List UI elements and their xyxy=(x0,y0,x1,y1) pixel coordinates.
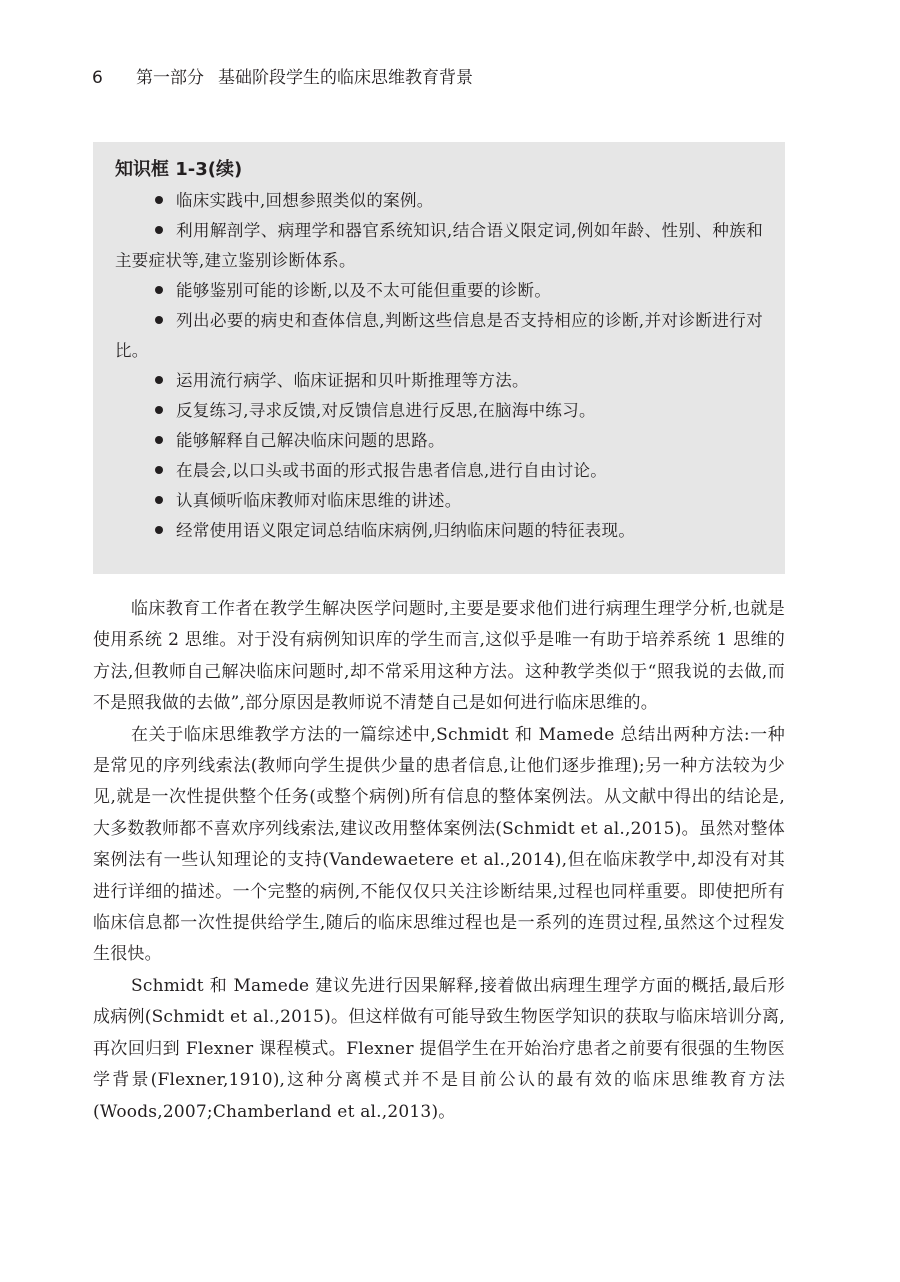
bullet-icon xyxy=(155,406,163,414)
knowledge-box-list xyxy=(115,186,763,546)
bullet-icon xyxy=(155,496,163,504)
list-item: 列出必要的病史和查体信息,判断这些信息是否支持相应的诊断,并对诊断进行对比。 xyxy=(115,311,763,360)
paragraph: 在关于临床思维教学方法的一篇综述中,Schmidt 和 Mamede 总结出两种方法:一种是常见的序列线索法(教师向学生提供少量的患者信息,让他们逐步推理);另一种方法较为少见,就是一次性提供整个任务(或整个病例)所有信息的整体案例法。从文献中得出的结论是,大多数教师都不喜欢序列线索法,建议改用整体案例法(Schmidt et al.,2015)。虽然对整体案例法有一些认知理论的支持(Vandewaetere et al.,2014),但在临床教学中,却没有对其进行详细的描述。一个完整的病例,不能仅仅只关注诊断结果,过程也同样重要。即使把所有临床信息都一次性提供给学生,随后的临床思维过程也是一系列的连贯过程,虽然这个过程发生很快。 xyxy=(93,724,785,965)
page-number: 6 xyxy=(92,68,103,88)
list-item: 临床实践中,回想参照类似的案例。 xyxy=(115,186,763,216)
list-item: 利用解剖学、病理学和器官系统知识,结合语义限定词,例如年龄、性别、种族和主要症状等,建立鉴别诊断体系。 xyxy=(115,221,763,270)
list-item: 反复练习,寻求反馈,对反馈信息进行反思,在脑海中练习。 xyxy=(115,396,763,426)
bullet-icon xyxy=(155,226,163,234)
list-item: 认真倾听临床教师对临床思维的讲述。 xyxy=(115,486,763,516)
bullet-icon xyxy=(155,316,163,324)
list-item: 在晨会,以口头或书面的形式报告患者信息,进行自由讨论。 xyxy=(115,456,763,486)
running-header xyxy=(92,64,792,92)
body-text xyxy=(93,594,785,1128)
paragraph: Schmidt 和 Mamede 建议先进行因果解释,接着做出病理生理学方面的概括,最后形成病例(Schmidt et al.,2015)。但这样做有可能导致生物医学知识的获取与临床培训分离,再次回归到 Flexner 课程模式。Flexner 提倡学生在开始治疗患者之前要有很强的生物医学背景(Flexner,1910),这种分离模式并不是目前公认的最有效的临床思维教育方法(Woods,2007;Chamberland et al.,2013)。 xyxy=(93,975,785,1122)
chapter-title: 基础阶段学生的临床思维教育背景 xyxy=(218,68,473,88)
bullet-icon xyxy=(155,286,163,294)
part-label: 第一部分 xyxy=(136,68,204,88)
list-item: 能够解释自己解决临床问题的思路。 xyxy=(115,426,763,456)
knowledge-box-title: 知识框 1-3(续) xyxy=(115,159,243,180)
bullet-icon xyxy=(155,196,163,204)
paragraph: 临床教育工作者在教学生解决医学问题时,主要是要求他们进行病理生理学分析,也就是使用系统 2 思维。对于没有病例知识库的学生而言,这似乎是唯一有助于培养系统 1 思维的方法,但教师自己解决临床问题时,却不常采用这种方法。这种教学类似于“照我说的去做,而不是照我做的去做”,部分原因是教师说不清楚自己是如何进行临床思维的。 xyxy=(93,599,785,714)
list-item: 能够鉴别可能的诊断,以及不太可能但重要的诊断。 xyxy=(115,276,763,306)
list-item: 经常使用语义限定词总结临床病例,归纳临床问题的特征表现。 xyxy=(115,516,763,546)
bullet-icon xyxy=(155,436,163,444)
bullet-icon xyxy=(155,466,163,474)
list-item: 运用流行病学、临床证据和贝叶斯推理等方法。 xyxy=(115,366,763,396)
bullet-icon xyxy=(155,376,163,384)
knowledge-box xyxy=(93,142,785,574)
bullet-icon xyxy=(155,526,163,534)
